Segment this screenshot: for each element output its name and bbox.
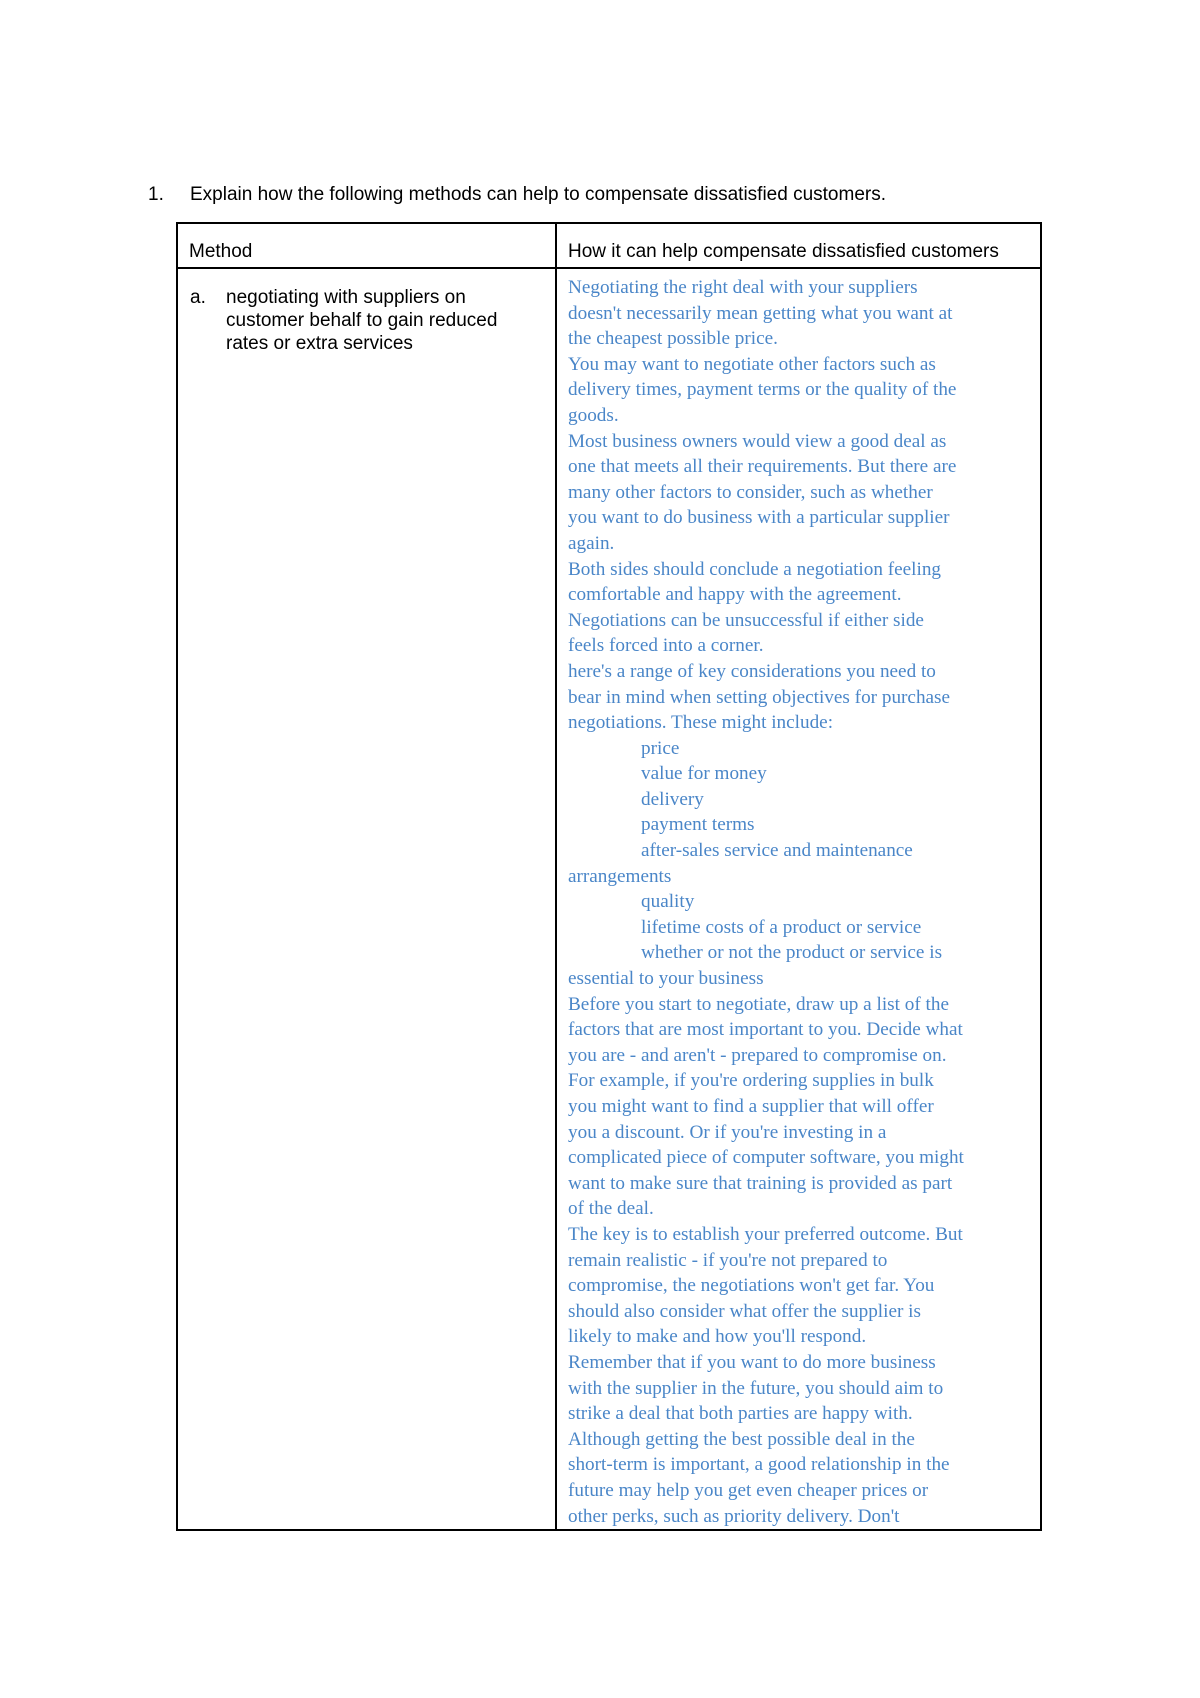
answer-line: arrangements [568,865,672,887]
answer-line: feels forced into a corner. [568,635,764,657]
answer-line: Most business owners would view a good deal as [568,430,947,452]
answer-cell [556,268,1041,1530]
answer-line: value for money [641,763,767,785]
table-header-row [177,223,1041,268]
answer-line: complicated piece of computer software, you might [568,1147,964,1169]
answer-line: comfortable and happy with the agreement. [568,584,902,606]
answer-line: you are - and aren't - prepared to compromise on. [568,1044,947,1066]
answer-line: bear in mind when setting objectives for purchase [568,686,951,708]
answer-line: whether or not the product or service is [641,942,943,964]
answer-line: you a discount. Or if you're investing in a [568,1121,887,1143]
answer-line: payment terms [641,814,755,836]
method-letter: a. [190,287,206,308]
answer-line: You may want to negotiate other factors such as [568,353,936,375]
question-text: Explain how the following methods can help to compensate dissatisfied customers. [190,184,886,205]
answer-line: of the deal. [568,1198,654,1220]
answer-line: strike a deal that both parties are happy with. [568,1403,913,1425]
answer-line: you want to do business with a particular supplier [568,507,950,529]
answer-line: goods. [568,404,619,426]
answer-line: likely to make and how you'll respond. [568,1326,867,1348]
answer-line: should also consider what offer the supplier is [568,1300,921,1322]
answer-line: Both sides should conclude a negotiation feeling [568,558,942,580]
answer-line: Remember that if you want to do more business [568,1351,936,1373]
answer-line: future may help you get even cheaper prices or [568,1479,929,1501]
answer-line: short-term is important, a good relationship in the [568,1454,950,1476]
answer-line: again. [568,532,615,554]
answer-line: price [641,737,680,759]
answer-line: the cheapest possible price. [568,328,778,350]
question [148,183,886,207]
answer-line: here's a range of key considerations you need to [568,660,936,682]
answer-line: doesn't necessarily mean getting what you want at [568,302,953,324]
header-method: Method [177,223,556,268]
answer-line: one that meets all their requirements. But there are [568,456,957,478]
method-text: negotiating with suppliers on customer behalf to gain reduced rates or extra services [226,287,498,354]
method-item [190,286,545,355]
answer-line: Although getting the best possible deal in the [568,1428,915,1450]
answer-line: delivery times, payment terms or the quality of the [568,379,957,401]
answer-line: For example, if you're ordering supplies in bulk [568,1070,934,1092]
methods-table [176,222,1042,1531]
answer-line: quality [641,891,695,913]
answer-line: after-sales service and maintenance [641,840,913,862]
answer-line: essential to your business [568,968,764,990]
answer-line: with the supplier in the future, you should aim to [568,1377,944,1399]
answer-line: you might want to find a supplier that will offer [568,1096,934,1117]
table-row [177,268,1041,1530]
method-cell [177,268,556,1530]
answer-line: many other factors to consider, such as whether [568,481,933,503]
answer-line: want to make sure that training is provided as part [568,1172,953,1194]
answer-line: lifetime costs of a product or service [641,916,922,938]
answer-line: Negotiating the right deal with your suppliers [568,277,918,298]
answer-line: other perks, such as priority delivery. Don't [568,1505,900,1527]
answer-line: Negotiations can be unsuccessful if either side [568,609,924,631]
answer-line: remain realistic - if you're not prepared to [568,1249,888,1271]
answer-line: The key is to establish your preferred outcome. But [568,1223,963,1245]
answer-line: delivery [641,788,704,810]
answer-line: negotiations. These might include: [568,712,834,734]
answer-line: factors that are most important to you. Decide what [568,1019,963,1041]
header-how-it-helps: How it can help compensate dissatisfied customers [556,223,1041,268]
answer-line: Before you start to negotiate, draw up a list of the [568,993,949,1015]
answer-line: compromise, the negotiations won't get far. You [568,1275,935,1297]
question-number: 1. [148,184,164,205]
